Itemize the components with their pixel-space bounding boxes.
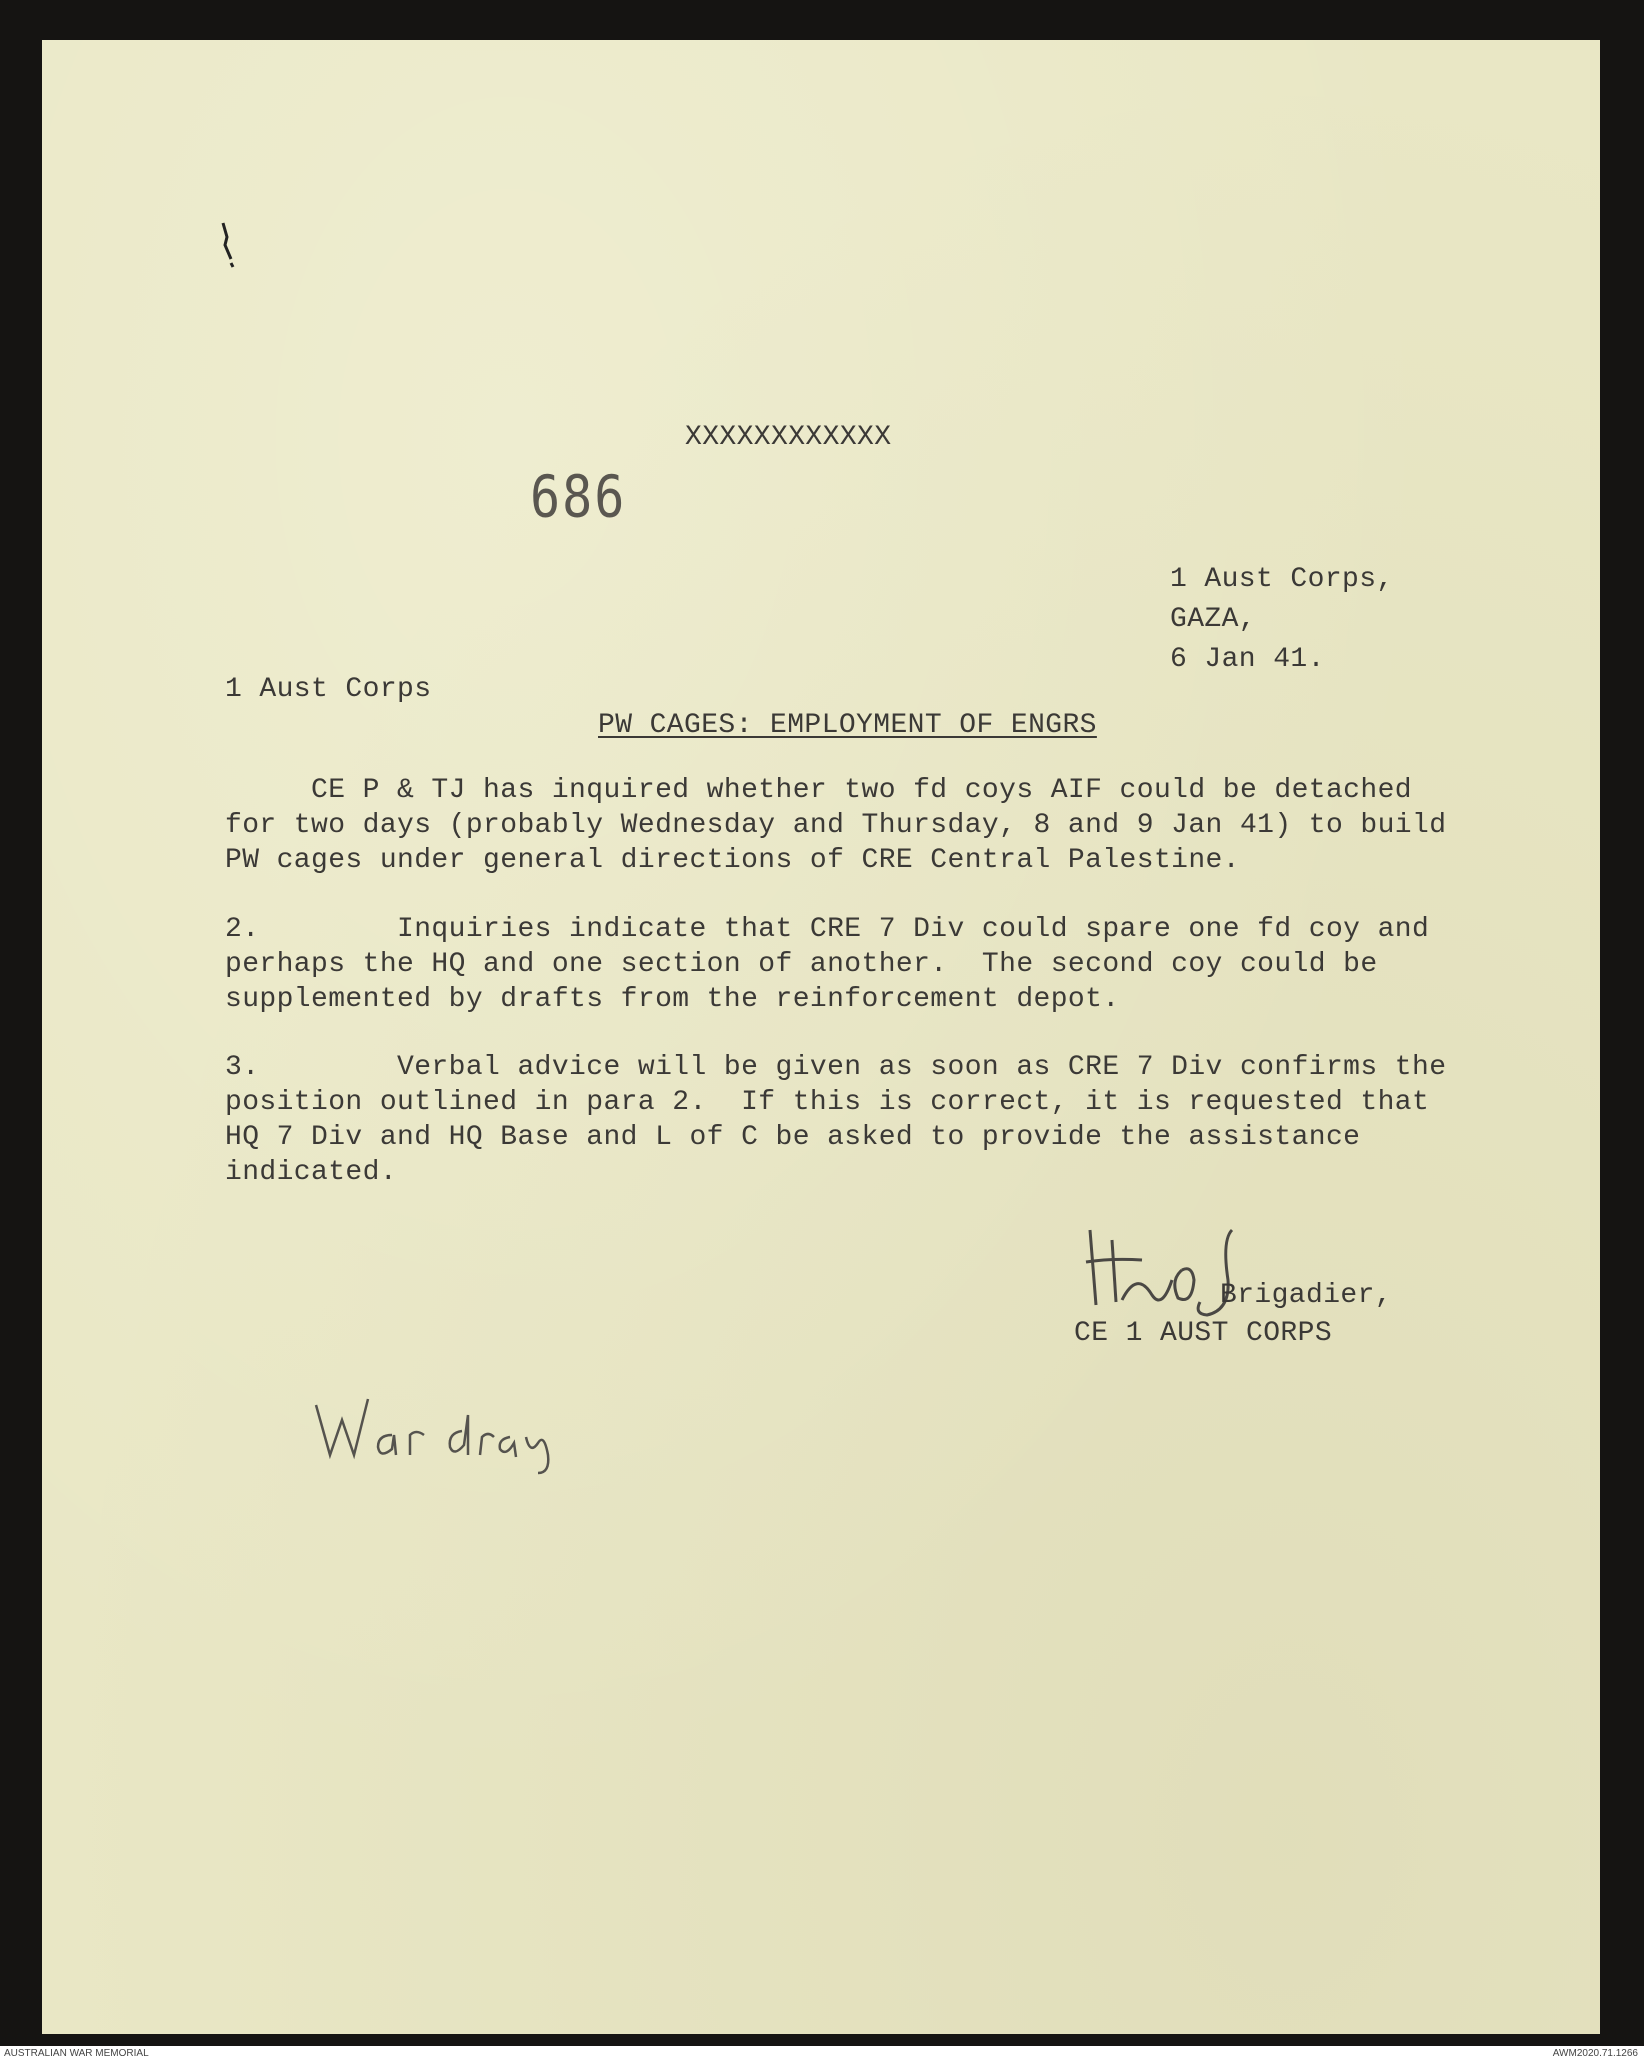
signatory-title: CE 1 AUST CORPS [1074, 1318, 1333, 1349]
text-line: indicated. [225, 1157, 398, 1188]
crossed-out-reference: XXXXXXXXXXXX [685, 422, 892, 453]
document-page [42, 40, 1600, 2034]
subject-heading: PW CAGES: EMPLOYMENT OF ENGRS [598, 710, 1097, 741]
text-line: HQ 7 Div and HQ Base and L of C be asked to provide the assistance [225, 1122, 1361, 1153]
document-number: 686 [530, 463, 627, 531]
text-line: supplemented by drafts from the reinforcement depot. [225, 984, 1120, 1015]
address-line: 1 Aust Corps, [1170, 564, 1394, 595]
footer-accession-number: AWM2020.71.1266 [1552, 2048, 1638, 2059]
footer-archive-name: AUSTRALIAN WAR MEMORIAL [4, 2048, 149, 2059]
text-line: perhaps the HQ and one section of another. The second coy could be [225, 949, 1378, 980]
signatory-rank: Brigadier, [1220, 1280, 1393, 1311]
address-line: GAZA, [1170, 604, 1257, 635]
address-line: 6 Jan 41. [1170, 644, 1325, 675]
text-line: 3. Verbal advice will be given as soon as CRE 7 Div confirms the [225, 1052, 1447, 1083]
text-line: CE P & TJ has inquired whether two fd coys AIF could be detached [225, 775, 1412, 806]
recipient: 1 Aust Corps [225, 674, 432, 705]
text-line: PW cages under general directions of CRE Central Palestine. [225, 845, 1240, 876]
text-line: 2. Inquiries indicate that CRE 7 Div could spare one fd coy and [225, 914, 1430, 945]
handwritten-note-war-diary [312, 1385, 572, 1480]
text-line: position outlined in para 2. If this is correct, it is requested that [225, 1087, 1430, 1118]
text-line: for two days (probably Wednesday and Thursday, 8 and 9 Jan 41) to build [225, 810, 1447, 841]
paper-tear-mark [217, 215, 247, 280]
